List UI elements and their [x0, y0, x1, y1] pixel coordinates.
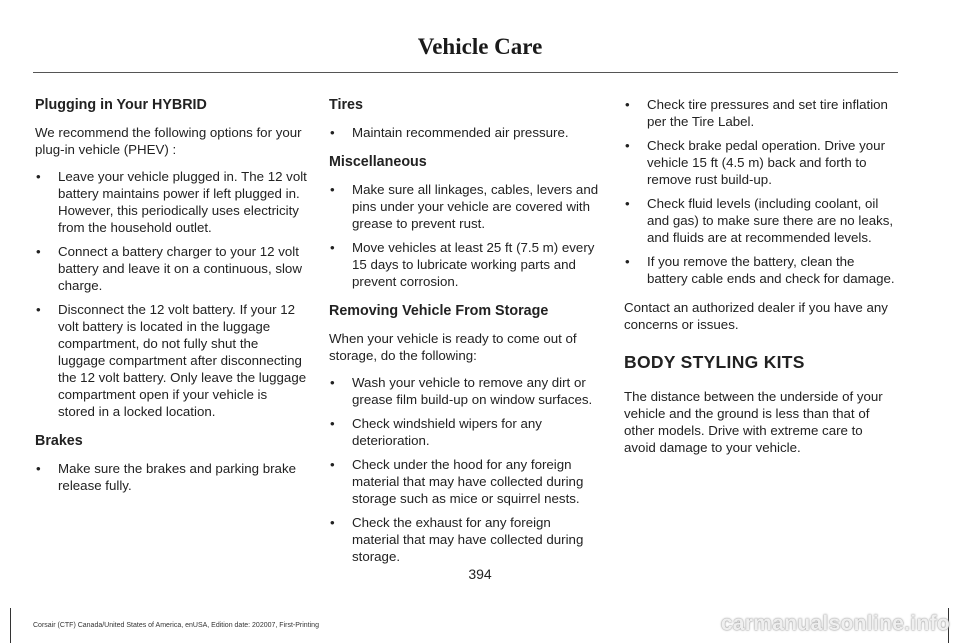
- list-item: • Make sure all linkages, cables, levers and pins under your vehicle are covered with grease to prevent rust.: [329, 181, 601, 232]
- watermark-logo: carmanualsonline.info: [720, 612, 950, 635]
- list-item: • Make sure the brakes and parking brake release fully.: [35, 460, 307, 494]
- page-title: Vehicle Care: [417, 34, 543, 59]
- bullet-list-plugging: [35, 168, 307, 420]
- footer-edition-info: Corsair (CTF) Canada/United States of America, enUSA, Edition date: 202007, First-Printing: [33, 622, 319, 629]
- section-heading-removing-storage: Removing Vehicle From Storage: [329, 303, 549, 319]
- bullet-list-storage: [329, 374, 601, 565]
- list-item: • Maintain recommended air pressure.: [329, 124, 601, 141]
- bullet-list-tires: [329, 124, 601, 141]
- column-middle: [329, 96, 601, 577]
- list-item: • If you remove the battery, clean the battery cable ends and check for damage.: [624, 253, 896, 287]
- section-heading-body-styling-kits: BODY STYLING KITS: [624, 352, 805, 372]
- page-number: 394: [468, 566, 492, 582]
- list-item: • Check fluid levels (including coolant, oil and gas) to make sure there are no leaks, and fluids are at recommended levels.: [624, 195, 896, 246]
- bullet-list-brakes: [35, 460, 307, 494]
- list-item: • Check under the hood for any foreign material that may have collected during storage such as mice or squirrel nests.: [329, 456, 601, 507]
- section-heading-plugging-in: Plugging in Your HYBRID: [35, 97, 207, 113]
- bullet-list-checks: [624, 96, 896, 287]
- list-item: • Check windshield wipers for any deterioration.: [329, 415, 601, 449]
- paragraph-body-styling: The distance between the underside of your vehicle and the ground is less than that of other models. Drive with extreme care to avoid damage to your vehicle.: [624, 389, 883, 455]
- section-heading-brakes: Brakes: [35, 433, 83, 449]
- list-item: • Move vehicles at least 25 ft (7.5 m) every 15 days to lubricate working parts and prevent corrosion.: [329, 239, 601, 290]
- header-divider: [33, 72, 898, 73]
- list-item: • Check tire pressures and set tire inflation per the Tire Label.: [624, 96, 896, 130]
- list-item: • Check the exhaust for any foreign material that may have collected during storage.: [329, 514, 601, 565]
- paragraph-contact-dealer: Contact an authorized dealer if you have any concerns or issues.: [624, 300, 888, 332]
- list-item: • Check brake pedal operation. Drive your vehicle 15 ft (4.5 m) back and forth to remove rust build-up.: [624, 137, 896, 188]
- bullet-list-miscellaneous: [329, 181, 601, 290]
- list-item: • Wash your vehicle to remove any dirt or grease film build-up on window surfaces.: [329, 374, 601, 408]
- paragraph-storage-intro: When your vehicle is ready to come out of storage, do the following:: [329, 331, 577, 363]
- column-right: [624, 96, 896, 466]
- crop-mark-left: [10, 608, 11, 643]
- section-heading-tires: Tires: [329, 97, 363, 113]
- column-left: [35, 96, 307, 506]
- list-item: • Leave your vehicle plugged in. The 12 volt battery maintains power if left plugged in. However, this periodically uses electricity from the household outlet.: [35, 168, 307, 236]
- list-item: • Disconnect the 12 volt battery. If your 12 volt battery is located in the luggage compartment, do not fully shut the luggage compartment after disconnecting the 12 volt battery. Only leave the luggage compartment open if your vehicle is stored in a locked location.: [35, 301, 307, 420]
- paragraph-intro: We recommend the following options for your plug-in vehicle (PHEV) :: [35, 125, 302, 157]
- section-heading-miscellaneous: Miscellaneous: [329, 154, 427, 170]
- list-item: • Connect a battery charger to your 12 volt battery and leave it on a continuous, slow charge.: [35, 243, 307, 294]
